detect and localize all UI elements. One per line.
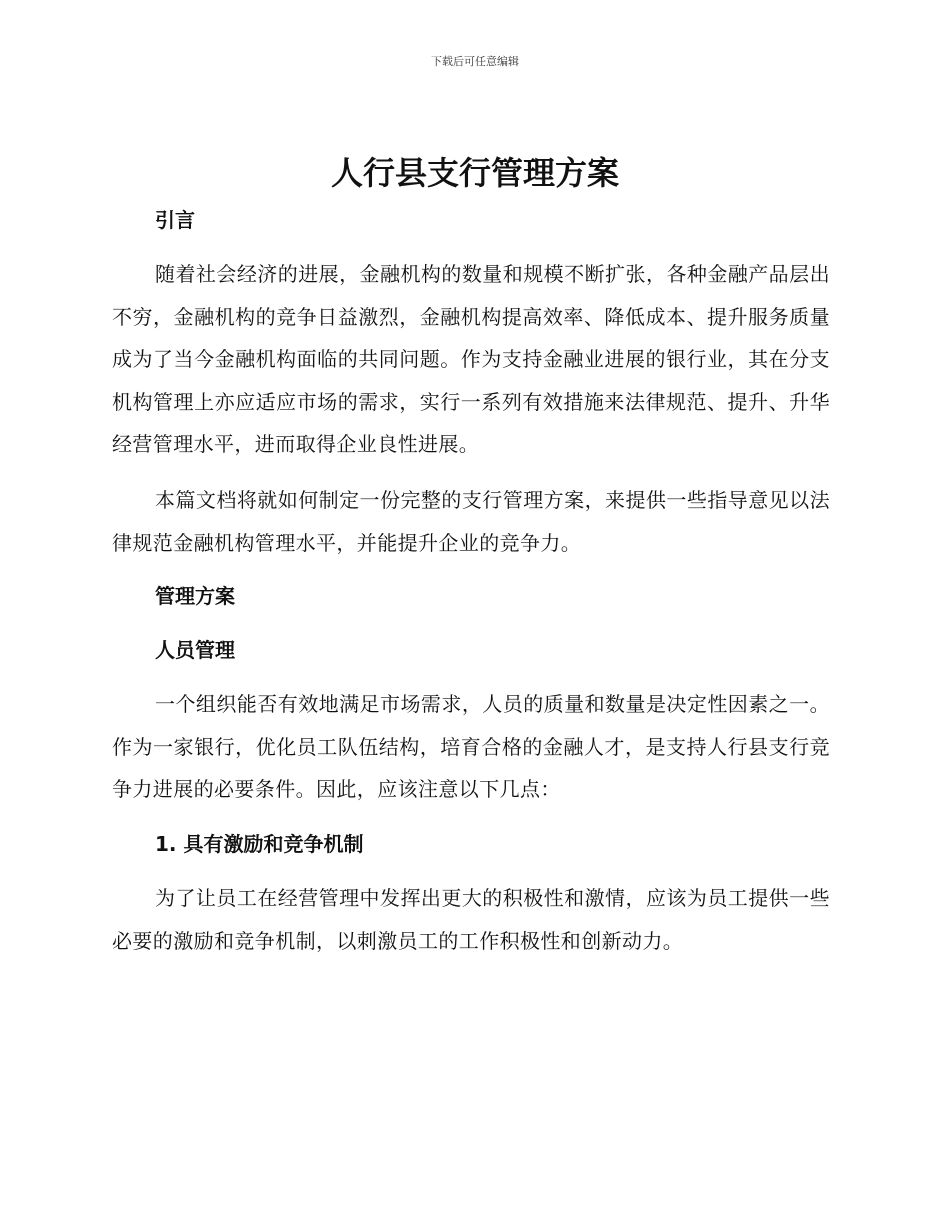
intro-heading: 引言 bbox=[155, 208, 195, 232]
intro-paragraph-1: 随着社会经济的进展，金融机构的数量和规模不断扩张，各种金融产品层出不穷，金融机构的竞争日益激烈，金融机构提高效率、降低成本、提升服务质量成为了当今金融机构面临的共同问题。作为支持金融业进展的银行业，其在分支机构管理上亦应适应市场的需求，实行一系列有效措施来法律规范、提升、升华经营管理水平，进而取得企业良性进展。 bbox=[112, 262, 830, 456]
page-header: 下载后可任意编辑 bbox=[431, 55, 519, 68]
staff-paragraph: 一个组织能否有效地满足市场需求，人员的质量和数量是决定性因素之一。作为一家银行，优化员工队伍结构，培育合格的金融人才，是支持人行县支行竞争力进展的必要条件。因此，应该注意以下几点： bbox=[112, 692, 830, 801]
document-title: 人行县支行管理方案 bbox=[330, 154, 619, 192]
intro-paragraph-2: 本篇文档将就如何制定一份完整的支行管理方案，来提供一些指导意见以法律规范金融机构管理水平，并能提升企业的竞争力。 bbox=[112, 488, 830, 555]
plan-heading: 管理方案 bbox=[155, 584, 235, 608]
item1-paragraph: 为了让员工在经营管理中发挥出更大的积极性和激情，应该为员工提供一些必要的激励和竞争机制，以刺激员工的工作积极性和创新动力。 bbox=[112, 886, 830, 953]
item1-heading: 1. 具有激励和竞争机制 bbox=[155, 832, 364, 856]
staff-heading: 人员管理 bbox=[155, 638, 235, 662]
